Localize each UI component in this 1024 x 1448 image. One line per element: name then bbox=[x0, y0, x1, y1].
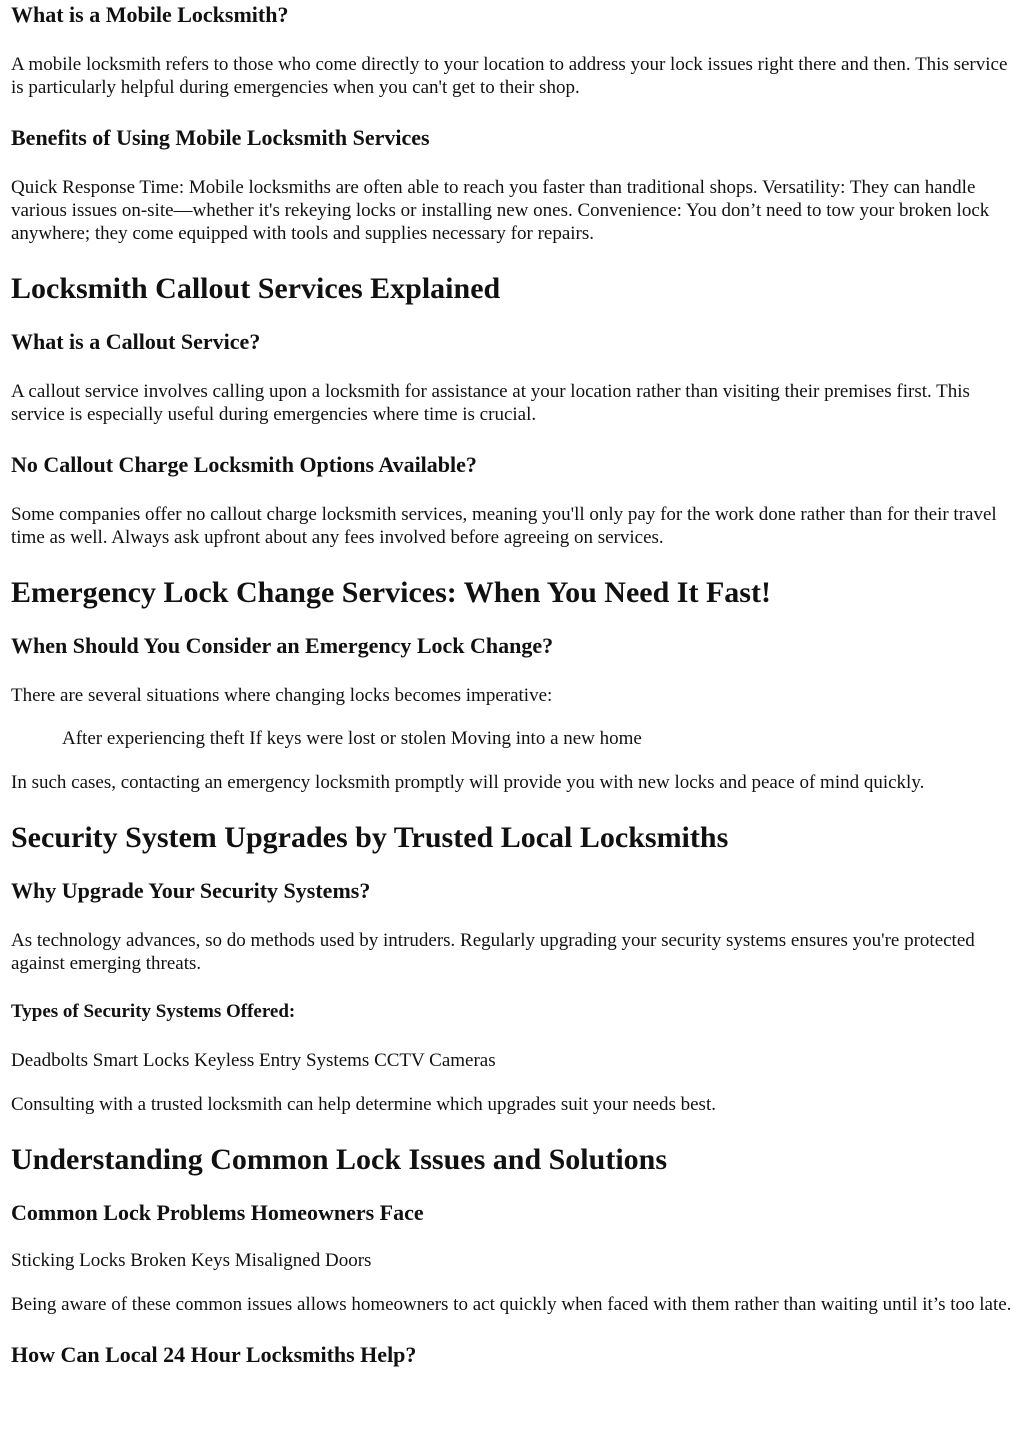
no-callout-charge-paragraph: Some companies offer no callout charge locksmith services, meaning you'll only pay for the work done rather than for their travel time as well. Always ask upfront about any fees involved before agreeing on services. bbox=[11, 504, 997, 548]
security-types-heading: Types of Security Systems Offered: bbox=[11, 1001, 296, 1022]
emergency-outro-paragraph: In such cases, contacting an emergency locksmith promptly will provide you with new locks and peace of mind quickly. bbox=[11, 772, 925, 793]
emergency-lock-change-heading: When Should You Consider an Emergency Lock Change? bbox=[11, 633, 554, 658]
benefits-heading: Benefits of Using Mobile Locksmith Services bbox=[11, 125, 430, 150]
security-types-list: Deadbolts Smart Locks Keyless Entry Systems CCTV Cameras bbox=[11, 1050, 496, 1071]
security-outro-paragraph: Consulting with a trusted locksmith can help determine which upgrades suit your needs best. bbox=[11, 1094, 716, 1115]
emergency-intro-paragraph: There are several situations where changing locks becomes imperative: bbox=[11, 685, 553, 706]
security-section-title: Security System Upgrades by Trusted Local Locksmiths bbox=[11, 821, 729, 854]
why-upgrade-paragraph: As technology advances, so do methods used by intruders. Regularly upgrading your security systems ensures you're protected against emerging threats. bbox=[11, 930, 975, 974]
article bbox=[0, 2, 1024, 1368]
mobile-locksmith-heading: What is a Mobile Locksmith? bbox=[11, 2, 289, 27]
common-problems-list: Sticking Locks Broken Keys Misaligned Doors bbox=[11, 1250, 372, 1271]
local-locksmiths-help-heading: How Can Local 24 Hour Locksmiths Help? bbox=[11, 1342, 417, 1367]
common-problems-heading: Common Lock Problems Homeowners Face bbox=[11, 1200, 424, 1225]
emergency-section-title: Emergency Lock Change Services: When You Need It Fast! bbox=[11, 576, 771, 609]
callout-service-paragraph: A callout service involves calling upon a locksmith for assistance at your location rather than visiting their premises first. This service is especially useful during emergencies where time is crucial. bbox=[11, 381, 970, 425]
common-issues-section-title: Understanding Common Lock Issues and Solutions bbox=[11, 1143, 668, 1176]
callout-section-title: Locksmith Callout Services Explained bbox=[11, 272, 501, 305]
callout-service-heading: What is a Callout Service? bbox=[11, 329, 261, 354]
why-upgrade-heading: Why Upgrade Your Security Systems? bbox=[11, 878, 371, 903]
mobile-locksmith-paragraph: A mobile locksmith refers to those who come directly to your location to address your lock issues right there and then. This service is particularly helpful during emergencies when you can't get to their shop. bbox=[11, 54, 1008, 98]
emergency-situations-list: After experiencing theft If keys were lost or stolen Moving into a new home bbox=[62, 728, 642, 749]
common-problems-paragraph: Being aware of these common issues allows homeowners to act quickly when faced with them rather than waiting until it’s too late. bbox=[11, 1294, 1012, 1315]
no-callout-charge-heading: No Callout Charge Locksmith Options Available? bbox=[11, 452, 477, 477]
benefits-paragraph: Quick Response Time: Mobile locksmiths are often able to reach you faster than traditional shops. Versatility: They can handle various issues on-site—whether it's rekeying locks or installing new ones. Convenience: You don’t need to tow your broken lock anywhere; they come equipped with tools and supplies necessary for repairs. bbox=[11, 177, 990, 244]
